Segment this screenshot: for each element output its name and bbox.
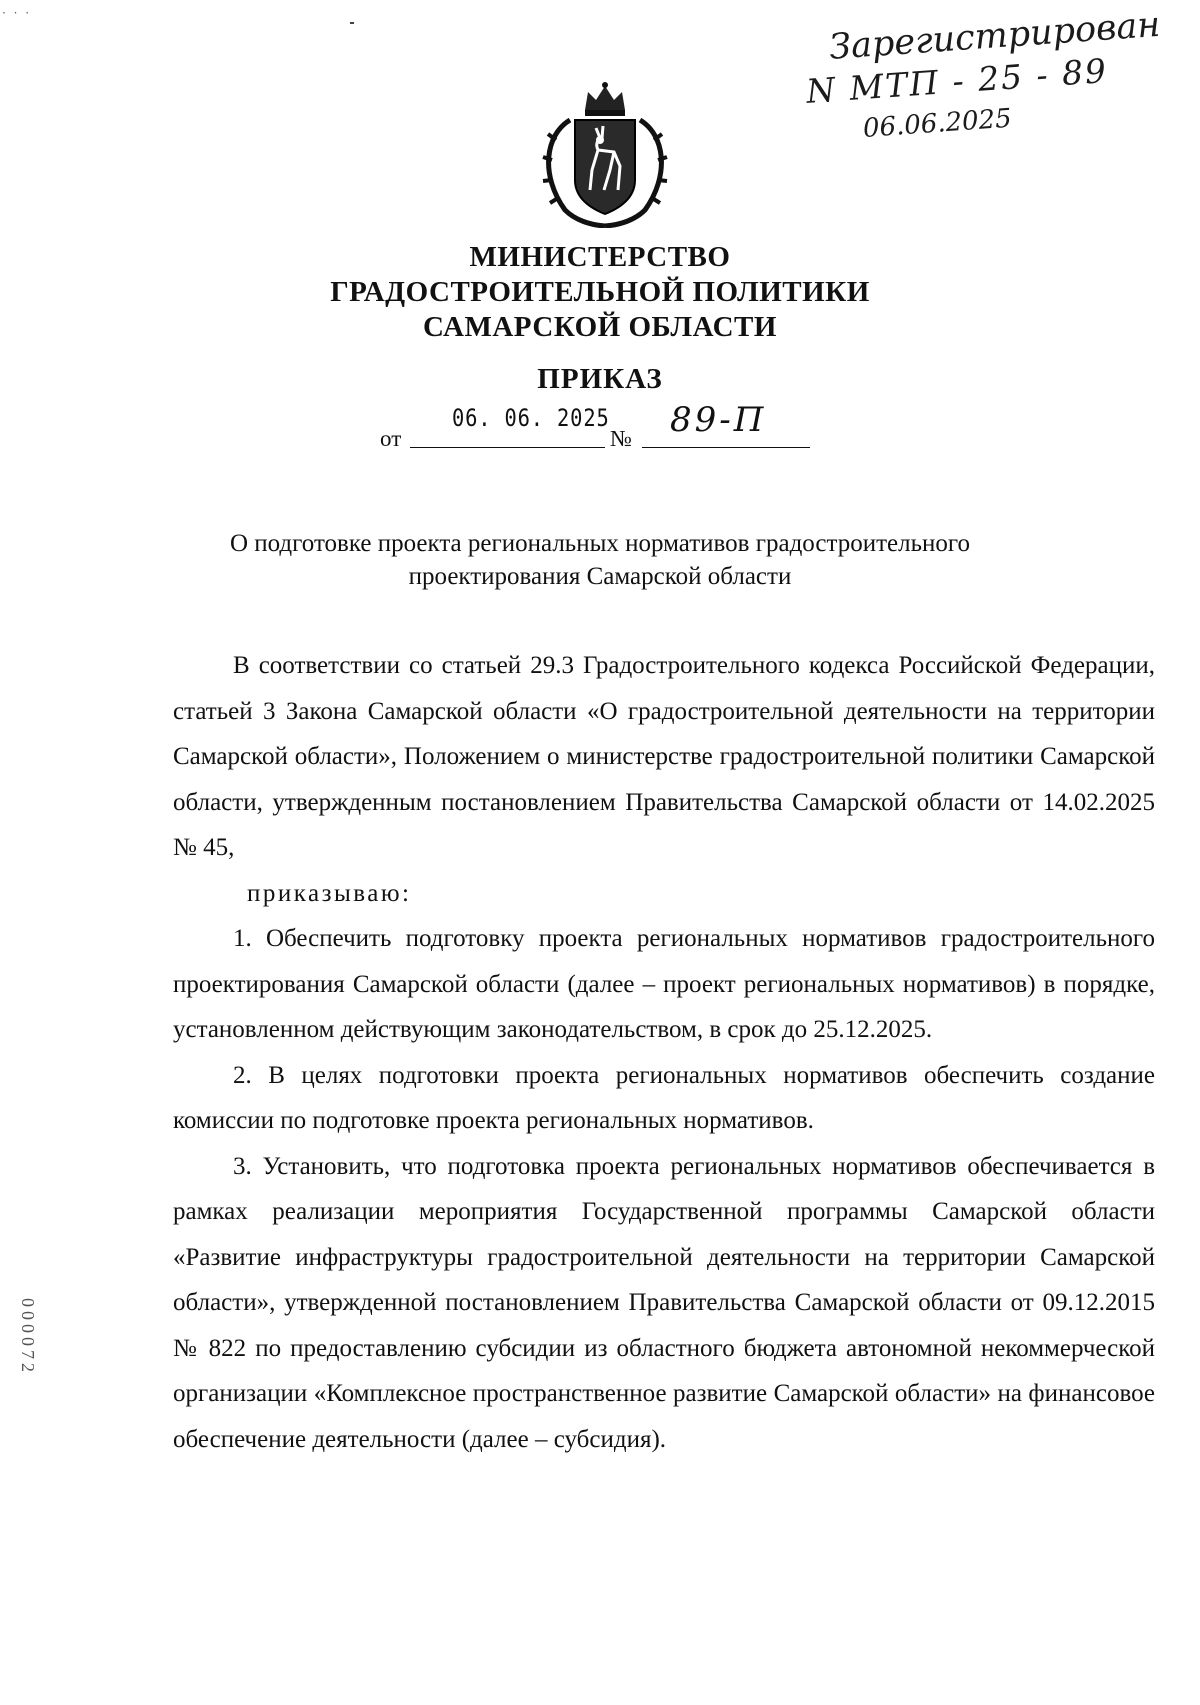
ministry-name-line1: МИНИСТЕРСТВО xyxy=(469,241,731,273)
handwritten-registration-label: Зарегистрирован xyxy=(828,4,1162,68)
order-item-3: 3. Установить, что подготовка проекта региональных нормативов обеспечивается в рамках реализации мероприятия Государственной программы Самарской области «Развитие инфраструктуры градостроительной деятельности на территории Самарской области», утвержденной постановлением Правительства Самарской области от 09.12.2015 № 822 по предоставлению субсидии из областного бюджета автономной некоммерческой организации «Комплексное пространственное развитие Самарской области» на финансовое обеспечение деятельности (далее – субсидия). xyxy=(173,1152,1155,1453)
date-underline xyxy=(410,447,605,448)
handwritten-registration-date: 06.06.2025 xyxy=(862,103,1013,144)
scan-artifact-dash xyxy=(350,22,354,24)
date-prefix: от xyxy=(380,426,402,451)
order-number: 89-П xyxy=(670,400,767,440)
order-date: 06. 06. 2025 xyxy=(452,404,610,432)
number-prefix: № xyxy=(610,426,632,451)
side-serial-number: 000072 xyxy=(18,1298,38,1376)
order-body xyxy=(173,643,1155,1462)
ministry-name xyxy=(0,240,1200,345)
order-word: приказываю: xyxy=(247,879,412,907)
ministry-name-line2: ГРАДОСТРОИТЕЛЬНОЙ ПОЛИТИКИ xyxy=(330,276,870,308)
order-date-number-line xyxy=(380,400,820,454)
number-underline xyxy=(642,447,810,448)
order-subject xyxy=(160,527,1040,593)
scan-artifact: · · · xyxy=(2,6,32,20)
preamble-paragraph: В соответствии со статьей 29.3 Градостроительного кодекса Российской Федерации, статьей 3 Закона Самарской области «О градостроительной деятельности на территории Самарской области», Положением о министерстве градостроительной политики Самарской области, утвержденным постановлением Правительства Самарской области от 14.02.2025 № 45, xyxy=(173,652,1155,861)
coat-of-arms-emblem xyxy=(530,80,680,228)
order-item-2: 2. В целях подготовки проекта региональных нормативов обеспечить создание комиссии по подготовке проекта региональных нормативов. xyxy=(173,1061,1155,1134)
subject-line2: проектирования Самарской области xyxy=(408,563,792,590)
order-item-1: 1. Обеспечить подготовку проекта региональных нормативов градостроительного проектирования Самарской области (далее – проект региональных нормативов) в порядке, установленном действующим законодательством, в срок до 25.12.2025. xyxy=(173,925,1155,1043)
document-type-title: ПРИКАЗ xyxy=(537,363,663,395)
ministry-name-line3: САМАРСКОЙ ОБЛАСТИ xyxy=(423,311,777,343)
handwritten-registration-number: N МТП - 25 - 89 xyxy=(805,50,1110,111)
subject-line1: О подготовке проекта региональных нормативов градостроительного xyxy=(229,530,971,557)
